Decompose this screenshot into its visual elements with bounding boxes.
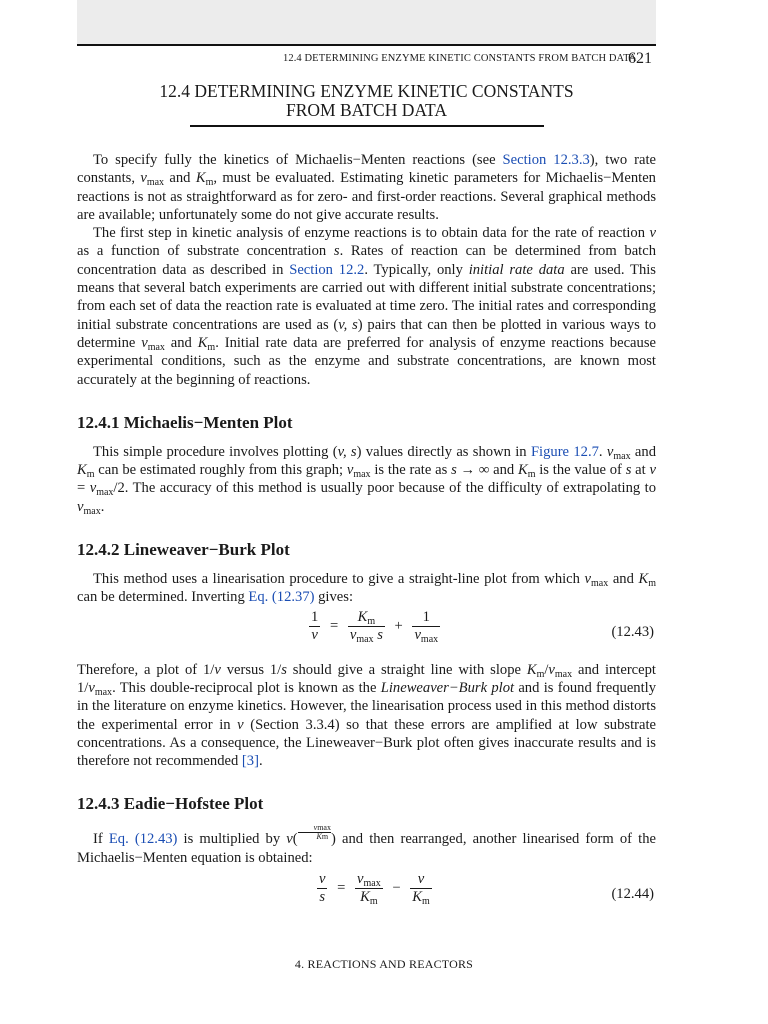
equation-12-43: $\frac{1}{v}$ = $\frac{K_m}{v_{max} s}$ + $\frac{1}{v_{max}}$ (12.43)	[311, 608, 654, 645]
section-title-line1: 12.4 DETERMINING ENZYME KINETIC CONSTANTS	[159, 81, 574, 101]
section-title-line2: FROM BATCH DATA	[286, 100, 447, 120]
equation-number-12-44: (12.44)	[611, 886, 654, 903]
equation-number-12-43: (12.43)	[611, 623, 654, 640]
intro-paragraph-2: The first step in kinetic analysis of enzyme reactions is to obtain data for the rate of reaction v as a function of substrate concentration s. Rates of reaction can be determined from batch concentration data as described in Section 12.2. Typically, only initial rate data are used. This means that several batch experiments are carried out with different initial substrate concentrations; from each set of data the reaction rate is evaluated at time zero. The initial rates and corresponding initial substrate concentrations are used as (v, s) pairs that can then be plotted in various ways to determine $v_{max}$ and $K_m$. Initial rate data are preferred for analysis of enzyme reactions because experimental conditions, such as the enzyme and substrate concentrations, are known most accurately at the beginning of reactions.	[77, 225, 656, 388]
eq-12-37-link[interactable]: Eq. (12.37)	[248, 589, 315, 606]
section-title	[77, 82, 656, 120]
eadie-hofstee-intro: If Eq. (12.43) is multiplied by v( $\frac{vmax}{Km}$ ) and then rearranged, another linearised form of the Michaelis−Menten equation is obtained:	[77, 823, 656, 866]
eq-12-43-link[interactable]: Eq. (12.43)	[108, 831, 178, 848]
header-rule	[77, 44, 656, 46]
page-footer: 4. REACTIONS AND REACTORS	[294, 957, 474, 971]
figure-12-7-link[interactable]: Figure 12.7	[530, 443, 599, 460]
reference-3-link[interactable]: [3]	[241, 753, 259, 770]
lineweaver-burk-intro: This method uses a linearisation procedure to give a straight-line plot from which $v_{max}$ and $K_m$ can be determined. Inverting Eq. (12.37) gives:	[77, 571, 656, 606]
page-body	[77, 82, 656, 917]
section-12-3-3-link[interactable]: Section 12.3.3	[502, 152, 590, 168]
page-number: 621	[628, 50, 652, 67]
section-12-2-link[interactable]: Section 12.2	[289, 261, 365, 278]
michaelis-menten-paragraph: This simple procedure involves plotting (v, s) values directly as shown in Figure 12.7. $v_{max}$ and $K_m$ can be estimated roughly from this graph; $v_{max}$ is the rate as s → ∞ and $K_m$ is the value of s at $v = v_{max}/2$. The accuracy of this method is usually poor because of the difficulty of extrapolating to $v_{max}$.	[77, 443, 656, 517]
running-head: 12.4 DETERMINING ENZYME KINETIC CONSTANTS FROM BATCH DATA	[283, 53, 637, 64]
subsection-title-12-4-3: 12.4.3 Eadie−Hofstee Plot	[77, 794, 264, 814]
lineweaver-burk-paragraph: Therefore, a plot of 1/v versus 1/s should give a straight line with slope $K_m/v_{max}$ and intercept $1/v_{max}$. This double-reciprocal plot is known as the Lineweaver−Burk plot and is found frequently in the literature on enzyme kinetics. However, the linearisation process used in this method distorts the experimental error in v (Section 3.3.4) so that these errors are amplified at low substrate concentrations. As a consequence, the Lineweaver−Burk plot often gives inaccurate results and is therefore not recommended [3].	[77, 661, 657, 770]
header-band	[77, 0, 656, 44]
subsection-title-12-4-2: 12.4.2 Lineweaver−Burk Plot	[77, 540, 290, 560]
intro-paragraph-1: To specify fully the kinetics of Michaelis−Menten reactions (see Section 12.3.3), two rate constants, $v_{max}$ and $K_m$, must be evaluated. Estimating kinetic parameters for Michaelis−Menten reactions is not as straightforward as for zero- and first-order reactions. Several graphical methods are available; unfortunately some do not give accurate results.	[77, 152, 656, 223]
subsection-title-12-4-1: 12.4.1 Michaelis−Menten Plot	[77, 412, 293, 432]
equation-12-44: $\frac{v}{s}$ = $\frac{v_{max}}{K_m}$ − $\frac{v}{K_m}$ (12.44)	[319, 871, 654, 908]
vmax-over-km-fraction: $\frac{vmax}{Km}$	[298, 824, 331, 841]
